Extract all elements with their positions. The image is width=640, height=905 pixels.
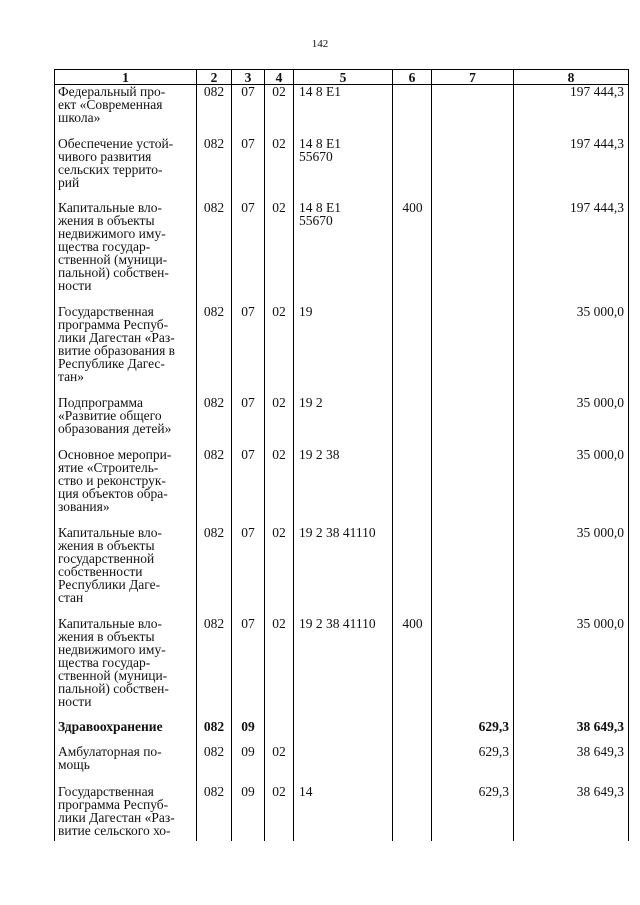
- cell-section: 07: [232, 617, 265, 720]
- cell-expense-type: [393, 720, 432, 745]
- cell-amount-8: 35 000,0: [514, 448, 629, 526]
- cell-subsection: 02: [265, 305, 294, 396]
- row-name: Государственная программа Респуб- лики Дагестан «Раз- витие сельского хо-: [55, 785, 197, 841]
- row-name: Государственная программа Респуб- лики Дагестан «Раз- витие образования в Республике Дагес- тан»: [55, 305, 197, 396]
- cell-amount-8: 35 000,0: [514, 305, 629, 396]
- column-header: 8: [514, 70, 629, 85]
- cell-expense-type: [393, 396, 432, 448]
- cell-expense-type: [393, 745, 432, 785]
- cell-ministry-code: 082: [197, 526, 232, 617]
- table-row: [55, 745, 629, 785]
- row-name: Капитальные вло- жения в объекты недвижимого иму- щества государ- ственной (муници- пальной) собствен- ности: [55, 617, 197, 720]
- cell-amount-7: 629,3: [432, 720, 514, 745]
- cell-target-article: 19 2 38 41110: [294, 617, 393, 720]
- row-name: Здравоохранение: [55, 720, 197, 745]
- cell-section: 09: [232, 785, 265, 841]
- cell-amount-7: [432, 137, 514, 201]
- table-row: [55, 785, 629, 841]
- cell-ministry-code: 082: [197, 617, 232, 720]
- table-row: [55, 448, 629, 526]
- table-row: [55, 201, 629, 305]
- cell-ministry-code: 082: [197, 745, 232, 785]
- cell-expense-type: [393, 137, 432, 201]
- cell-amount-8: 197 444,3: [514, 201, 629, 305]
- cell-amount-7: [432, 448, 514, 526]
- cell-section: 07: [232, 137, 265, 201]
- cell-ministry-code: 082: [197, 785, 232, 841]
- cell-amount-7: 629,3: [432, 785, 514, 841]
- cell-target-article: [294, 720, 393, 745]
- cell-amount-8: 197 444,3: [514, 137, 629, 201]
- cell-subsection: 02: [265, 785, 294, 841]
- cell-amount-7: 629,3: [432, 745, 514, 785]
- cell-section: 09: [232, 720, 265, 745]
- cell-section: 07: [232, 305, 265, 396]
- cell-expense-type: 400: [393, 617, 432, 720]
- cell-section: 07: [232, 526, 265, 617]
- cell-amount-7: [432, 617, 514, 720]
- cell-section: 09: [232, 745, 265, 785]
- cell-amount-8: 35 000,0: [514, 526, 629, 617]
- row-name: Основное меропри- ятие «Строитель- ство и реконструк- ция объектов обра- зования»: [55, 448, 197, 526]
- table-row: [55, 526, 629, 617]
- column-header: 1: [55, 70, 197, 85]
- cell-target-article: 19 2 38 41110: [294, 526, 393, 617]
- cell-amount-8: 35 000,0: [514, 617, 629, 720]
- cell-section: 07: [232, 448, 265, 526]
- table-header: [55, 70, 629, 85]
- cell-ministry-code: 082: [197, 396, 232, 448]
- cell-amount-8: 38 649,3: [514, 720, 629, 745]
- cell-subsection: 02: [265, 526, 294, 617]
- table-row: [55, 137, 629, 201]
- page-number: 142: [311, 38, 329, 50]
- cell-subsection: 02: [265, 396, 294, 448]
- table-row: [55, 617, 629, 720]
- header-row: [55, 70, 629, 85]
- column-header: 6: [393, 70, 432, 85]
- cell-expense-type: [393, 305, 432, 396]
- cell-target-article: 19 2 38: [294, 448, 393, 526]
- cell-target-article: 14 8 E1 55670: [294, 137, 393, 201]
- cell-expense-type: [393, 448, 432, 526]
- budget-table: [54, 69, 629, 841]
- cell-expense-type: 400: [393, 201, 432, 305]
- cell-subsection: 02: [265, 201, 294, 305]
- cell-target-article: [294, 745, 393, 785]
- column-header: 2: [197, 70, 232, 85]
- cell-subsection: 02: [265, 85, 294, 137]
- row-name: Обеспечение устой- чивого развития сельских террито- рий: [55, 137, 197, 201]
- table-row: [55, 85, 629, 137]
- cell-ministry-code: 082: [197, 448, 232, 526]
- cell-section: 07: [232, 85, 265, 137]
- cell-target-article: 14 8 E1 55670: [294, 201, 393, 305]
- cell-ministry-code: 082: [197, 201, 232, 305]
- cell-ministry-code: 082: [197, 137, 232, 201]
- cell-section: 07: [232, 396, 265, 448]
- cell-subsection: 02: [265, 745, 294, 785]
- cell-ministry-code: 082: [197, 720, 232, 745]
- column-header: 4: [265, 70, 294, 85]
- table-row: [55, 305, 629, 396]
- cell-subsection: 02: [265, 448, 294, 526]
- cell-subsection: 02: [265, 617, 294, 720]
- cell-target-article: 19: [294, 305, 393, 396]
- cell-amount-7: [432, 526, 514, 617]
- cell-target-article: 19 2: [294, 396, 393, 448]
- cell-expense-type: [393, 526, 432, 617]
- table-row: [55, 396, 629, 448]
- cell-expense-type: [393, 85, 432, 137]
- column-header: 5: [294, 70, 393, 85]
- row-name: Капитальные вло- жения в объекты государственной собственности Республики Даге- стан: [55, 526, 197, 617]
- row-name: Амбулаторная по- мощь: [55, 745, 197, 785]
- row-name: Федеральный про- ект «Современная школа»: [55, 85, 197, 137]
- cell-amount-8: 38 649,3: [514, 745, 629, 785]
- cell-ministry-code: 082: [197, 85, 232, 137]
- cell-section: 07: [232, 201, 265, 305]
- cell-ministry-code: 082: [197, 305, 232, 396]
- row-name: Капитальные вло- жения в объекты недвижимого иму- щества государ- ственной (муници- пальной) собствен- ности: [55, 201, 197, 305]
- row-name: Подпрограмма «Развитие общего образования детей»: [55, 396, 197, 448]
- cell-amount-8: 197 444,3: [514, 85, 629, 137]
- column-header: 7: [432, 70, 514, 85]
- cell-subsection: 02: [265, 137, 294, 201]
- cell-amount-7: [432, 305, 514, 396]
- cell-amount-7: [432, 396, 514, 448]
- table-body: [55, 85, 629, 841]
- cell-target-article: 14: [294, 785, 393, 841]
- cell-expense-type: [393, 785, 432, 841]
- cell-amount-8: 38 649,3: [514, 785, 629, 841]
- cell-target-article: 14 8 E1: [294, 85, 393, 137]
- table-row: [55, 720, 629, 745]
- cell-amount-7: [432, 201, 514, 305]
- cell-subsection: [265, 720, 294, 745]
- cell-amount-7: [432, 85, 514, 137]
- cell-amount-8: 35 000,0: [514, 396, 629, 448]
- column-header: 3: [232, 70, 265, 85]
